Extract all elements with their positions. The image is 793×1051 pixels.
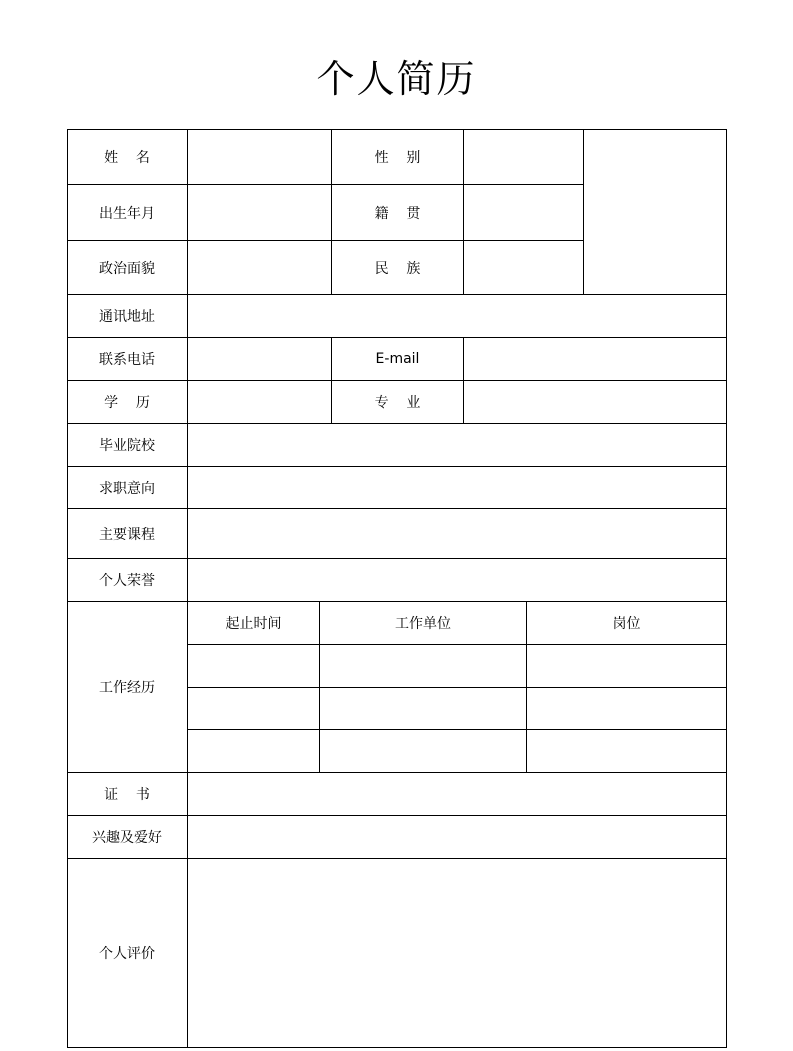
birth-field[interactable] — [188, 185, 332, 241]
work-row-2-employer[interactable] — [320, 688, 527, 730]
label-address: 通讯地址 — [67, 295, 188, 338]
label-birth: 出生年月 — [67, 185, 188, 241]
label-native-place: 籍 贯 — [332, 185, 464, 241]
label-gender: 性 别 — [332, 129, 464, 185]
name-field[interactable] — [188, 129, 332, 185]
label-hobbies: 兴趣及爱好 — [67, 816, 188, 859]
main-courses-field[interactable] — [188, 509, 727, 559]
phone-field[interactable] — [188, 338, 332, 381]
ethnicity-field[interactable] — [464, 241, 584, 295]
label-job-intention: 求职意向 — [67, 467, 188, 509]
work-row-3-period[interactable] — [188, 730, 320, 773]
label-school: 毕业院校 — [67, 424, 188, 467]
label-major: 专 业 — [332, 381, 464, 424]
page-title: 个人简历 — [316, 57, 477, 101]
work-row-1-employer[interactable] — [320, 645, 527, 688]
label-phone: 联系电话 — [67, 338, 188, 381]
address-field[interactable] — [188, 295, 727, 338]
political-status-field[interactable] — [188, 241, 332, 295]
work-header-position: 岗位 — [527, 602, 727, 645]
label-work-experience: 工作经历 — [67, 602, 188, 773]
work-header-period: 起止时间 — [188, 602, 320, 645]
label-email: E-mail — [332, 338, 464, 381]
label-main-courses: 主要课程 — [67, 509, 188, 559]
label-certificates: 证 书 — [67, 773, 188, 816]
email-field[interactable] — [464, 338, 727, 381]
major-field[interactable] — [464, 381, 727, 424]
work-header-employer: 工作单位 — [320, 602, 527, 645]
work-row-1-period[interactable] — [188, 645, 320, 688]
work-row-3-employer[interactable] — [320, 730, 527, 773]
label-name: 姓 名 — [67, 129, 188, 185]
honors-field[interactable] — [188, 559, 727, 602]
self-evaluation-field[interactable] — [188, 859, 727, 1048]
work-row-3-position[interactable] — [527, 730, 727, 773]
work-row-2-period[interactable] — [188, 688, 320, 730]
label-honors: 个人荣誉 — [67, 559, 188, 602]
work-row-1-position[interactable] — [527, 645, 727, 688]
work-row-2-position[interactable] — [527, 688, 727, 730]
education-field[interactable] — [188, 381, 332, 424]
photo-box[interactable] — [584, 129, 727, 295]
job-intention-field[interactable] — [188, 467, 727, 509]
school-field[interactable] — [188, 424, 727, 467]
label-political-status: 政治面貌 — [67, 241, 188, 295]
label-education: 学 历 — [67, 381, 188, 424]
label-self-evaluation: 个人评价 — [67, 859, 188, 1048]
hobbies-field[interactable] — [188, 816, 727, 859]
native-place-field[interactable] — [464, 185, 584, 241]
label-ethnicity: 民 族 — [332, 241, 464, 295]
gender-field[interactable] — [464, 129, 584, 185]
certificates-field[interactable] — [188, 773, 727, 816]
